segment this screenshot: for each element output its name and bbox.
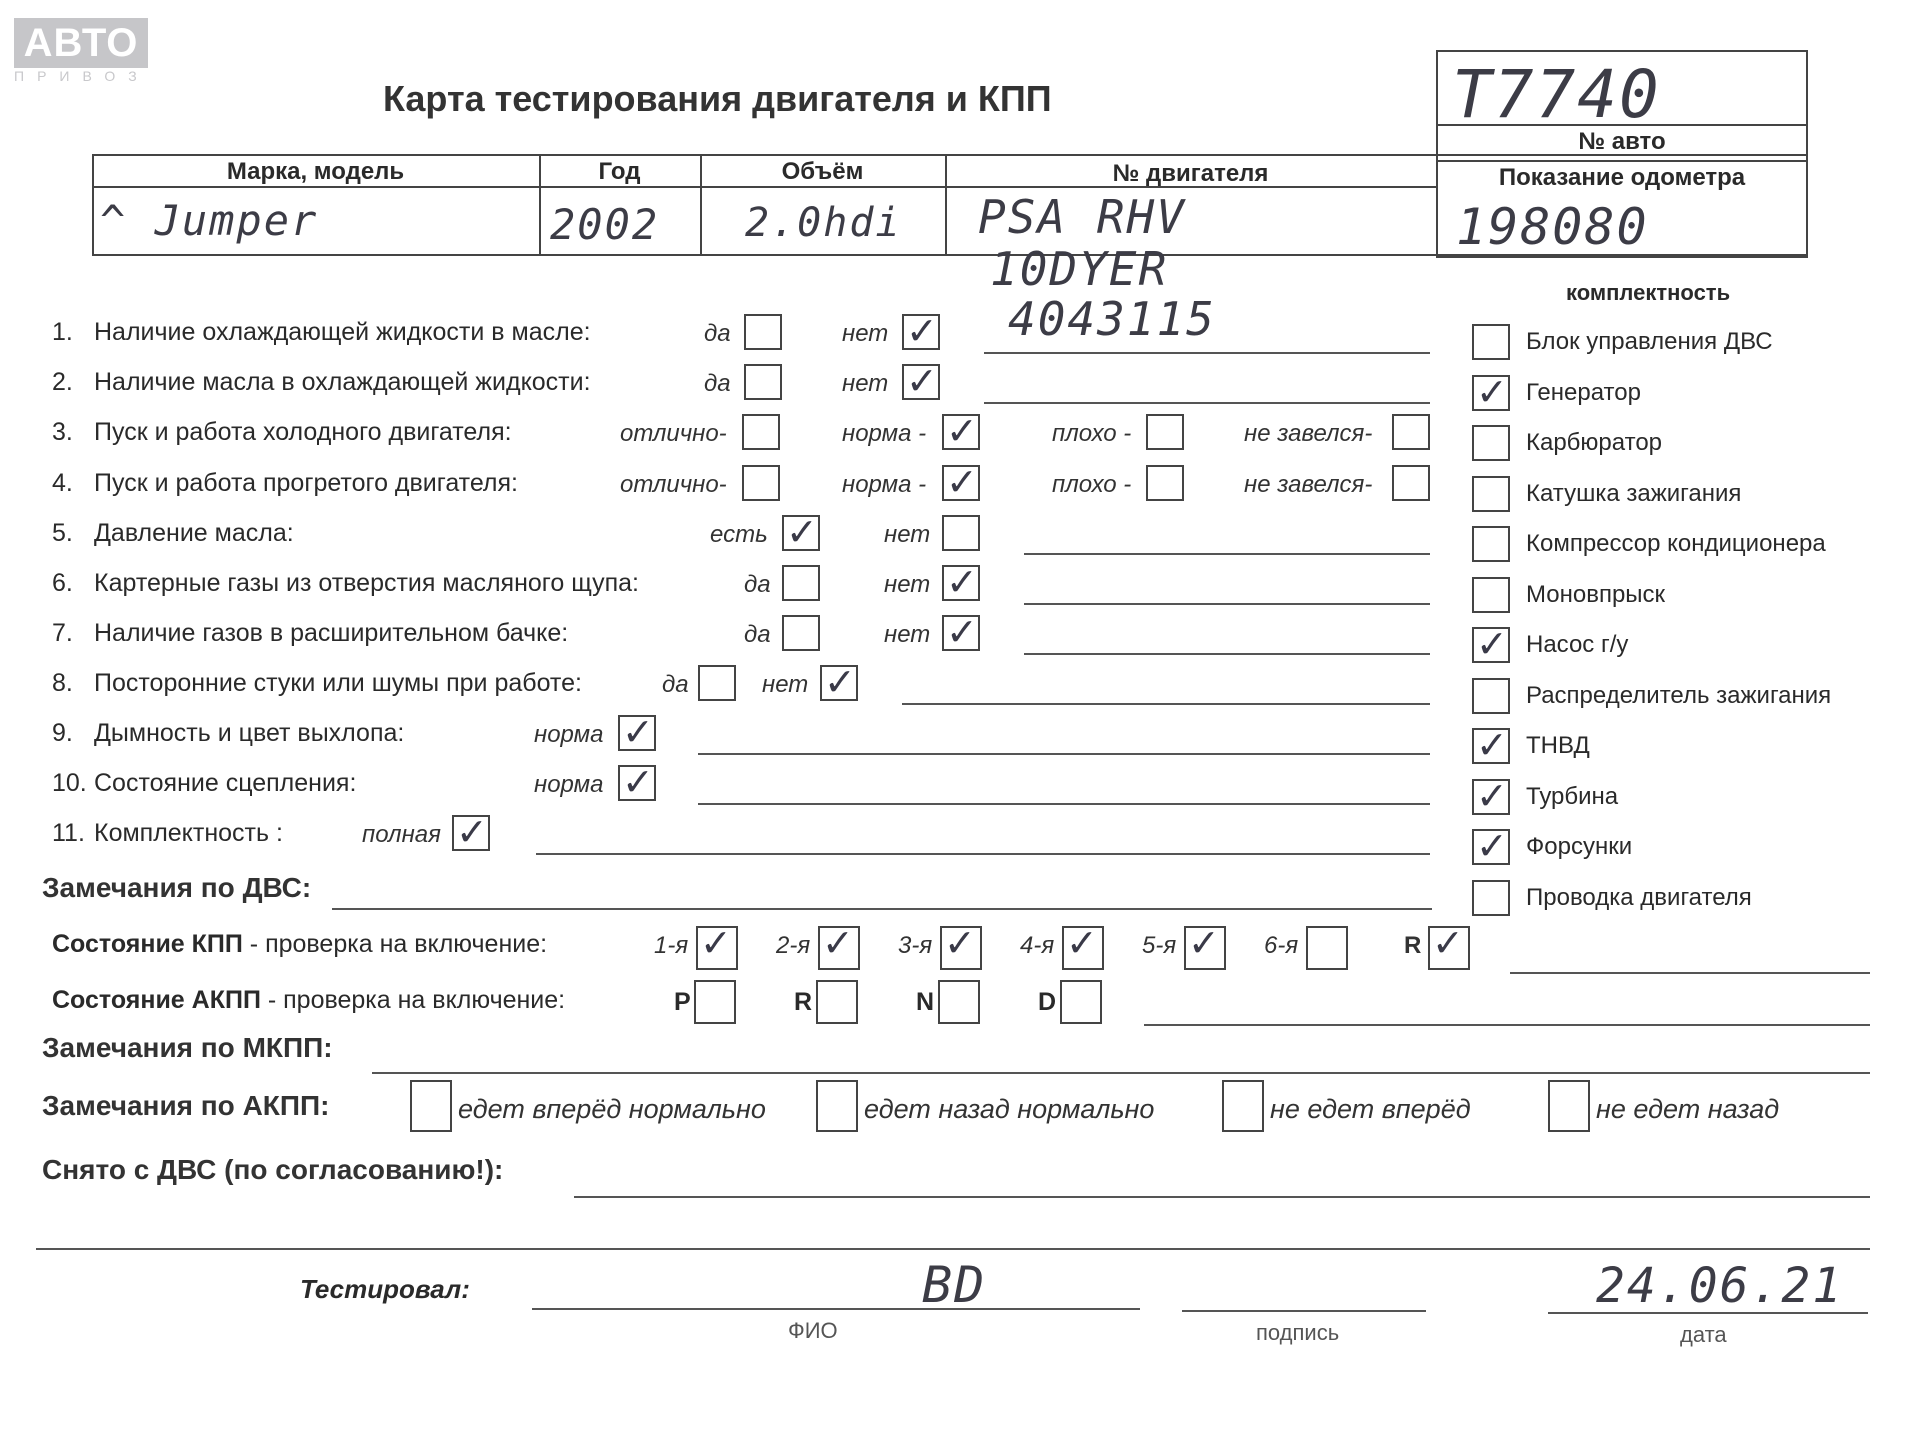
removed-line[interactable] bbox=[574, 1196, 1870, 1198]
option-label: нет bbox=[884, 621, 931, 648]
akpp-mode-checkbox[interactable] bbox=[816, 980, 858, 1024]
option-label: да bbox=[744, 571, 771, 598]
option-label: да bbox=[704, 320, 731, 347]
kit-checkbox[interactable] bbox=[1472, 829, 1510, 865]
option-checkbox[interactable] bbox=[902, 314, 940, 350]
option-checkbox[interactable] bbox=[742, 465, 780, 501]
option-checkbox[interactable] bbox=[1146, 414, 1184, 450]
remarks-dvs-label: Замечания по ДВС: bbox=[42, 872, 312, 903]
kit-item-label: Моновпрыск bbox=[1526, 580, 1666, 608]
option-label: норма - bbox=[842, 420, 927, 447]
fio-caption: ФИО bbox=[788, 1318, 838, 1343]
kit-item-label: Катушка зажигания bbox=[1526, 479, 1742, 507]
kit-checkbox[interactable] bbox=[1472, 728, 1510, 764]
option-label: отлично- bbox=[620, 420, 727, 447]
option-label: нет bbox=[842, 370, 889, 397]
option-checkbox[interactable] bbox=[1392, 465, 1430, 501]
kit-checkbox[interactable] bbox=[1472, 577, 1510, 613]
vehicle-number: T7740 bbox=[1452, 56, 1661, 133]
option-checkbox[interactable] bbox=[698, 665, 736, 701]
date-caption: дата bbox=[1680, 1322, 1727, 1347]
akpp-remark-label: едет назад нормально bbox=[864, 1094, 1155, 1124]
option-label: нет bbox=[884, 571, 931, 598]
akpp-mode-checkbox[interactable] bbox=[694, 980, 736, 1024]
kit-item-label: Компрессор кондиционера bbox=[1526, 530, 1826, 557]
remarks-mkpp-label: Замечания по МКПП: bbox=[42, 1032, 333, 1063]
option-label: полная bbox=[362, 821, 441, 848]
row-number: 8. bbox=[52, 669, 73, 697]
kit-checkbox[interactable] bbox=[1472, 476, 1510, 512]
odometer-value: 198080 bbox=[1456, 198, 1649, 256]
option-label: нет bbox=[884, 521, 931, 548]
gear-label: 5-я bbox=[1142, 932, 1177, 959]
option-checkbox[interactable] bbox=[742, 414, 780, 450]
kit-item-label: ТНВД bbox=[1526, 732, 1590, 759]
kit-checkbox[interactable] bbox=[1472, 678, 1510, 714]
row-question: Картерные газы из отверстия масляного щупа: bbox=[94, 569, 639, 597]
year-header: Год bbox=[598, 158, 641, 185]
kit-item-label: Карбюратор bbox=[1526, 429, 1663, 456]
option-checkbox[interactable] bbox=[782, 615, 820, 651]
akpp-remark-label: не едет вперёд bbox=[1270, 1094, 1471, 1124]
akpp-mode-label: N bbox=[916, 988, 935, 1016]
gear-checkbox[interactable] bbox=[1062, 926, 1104, 970]
gear-checkbox[interactable] bbox=[1428, 926, 1470, 970]
option-label: нет bbox=[762, 671, 809, 698]
row-question: Пуск и работа холодного двигателя: bbox=[94, 418, 512, 446]
option-label: плохо - bbox=[1052, 471, 1132, 498]
row-question: Наличие охлаждающей жидкости в масле: bbox=[94, 318, 591, 346]
akpp-label: Состояние АКПП - проверка на включение: bbox=[52, 986, 566, 1014]
row-notes-line[interactable] bbox=[1024, 553, 1430, 555]
row-question: Дымность и цвет выхлопа: bbox=[94, 719, 405, 747]
remarks-dvs-line[interactable] bbox=[332, 908, 1432, 910]
gear-checkbox[interactable] bbox=[1184, 926, 1226, 970]
kit-item-label: Блок управления ДВС bbox=[1526, 328, 1773, 355]
kit-item-label: Проводка двигателя bbox=[1526, 883, 1752, 911]
option-label: норма bbox=[534, 721, 604, 748]
logo: АВТО bbox=[14, 18, 148, 68]
option-label: да bbox=[744, 621, 771, 648]
gear-checkbox[interactable] bbox=[696, 926, 738, 970]
signature-caption: подпись bbox=[1256, 1320, 1340, 1345]
option-checkbox[interactable] bbox=[902, 364, 940, 400]
year-value: 2002 bbox=[550, 200, 660, 249]
option-checkbox[interactable] bbox=[942, 515, 980, 551]
akpp-remark-checkbox[interactable] bbox=[410, 1080, 452, 1132]
row-notes-line[interactable] bbox=[984, 352, 1430, 354]
row-number: 7. bbox=[52, 619, 73, 647]
row-number: 3. bbox=[52, 418, 73, 446]
make-value: ^ Jumper bbox=[100, 196, 319, 245]
option-checkbox[interactable] bbox=[744, 314, 782, 350]
option-label: не завелся- bbox=[1244, 420, 1373, 447]
kit-checkbox[interactable] bbox=[1472, 425, 1510, 461]
row-number: 1. bbox=[52, 318, 73, 346]
kit-item-label: Распределитель зажигания bbox=[1526, 681, 1832, 709]
gear-checkbox[interactable] bbox=[1306, 926, 1348, 970]
gear-label: R bbox=[1404, 932, 1422, 959]
option-label: нет bbox=[842, 320, 889, 347]
option-checkbox[interactable] bbox=[452, 815, 490, 851]
kit-checkbox[interactable] bbox=[1472, 526, 1510, 562]
kpp-line[interactable] bbox=[1510, 972, 1870, 974]
akpp-remark-checkbox[interactable] bbox=[816, 1080, 858, 1132]
page-title: Карта тестирования двигателя и КПП bbox=[383, 78, 1052, 119]
make-header: Марка, модель bbox=[226, 158, 405, 185]
volume-value: 2.0hdi bbox=[745, 200, 902, 246]
gear-label: 2-я bbox=[776, 932, 811, 959]
kit-item-label: Турбина bbox=[1526, 782, 1619, 810]
row-number: 2. bbox=[52, 368, 73, 396]
option-label: не завелся- bbox=[1244, 471, 1373, 498]
remarks-mkpp-line[interactable] bbox=[372, 1072, 1870, 1074]
akpp-remark-label: не едет назад bbox=[1596, 1094, 1780, 1124]
engine-value-line1: PSA RHV bbox=[978, 190, 1186, 244]
kit-item-label: Генератор bbox=[1526, 378, 1641, 406]
fio-line[interactable] bbox=[532, 1308, 1140, 1310]
row-number: 9. bbox=[52, 719, 73, 747]
row-notes-line[interactable] bbox=[698, 803, 1430, 805]
akpp-mode-checkbox[interactable] bbox=[1060, 980, 1102, 1024]
option-checkbox[interactable] bbox=[1146, 465, 1184, 501]
row-question: Комплектность : bbox=[94, 819, 283, 847]
akpp-remark-checkbox[interactable] bbox=[1548, 1080, 1590, 1132]
option-checkbox[interactable] bbox=[782, 515, 820, 551]
gear-label: 1-я bbox=[654, 932, 689, 959]
option-label: да bbox=[704, 370, 731, 397]
option-checkbox[interactable] bbox=[942, 414, 980, 450]
gear-checkbox[interactable] bbox=[818, 926, 860, 970]
row-question: Наличие масла в охлаждающей жидкости: bbox=[94, 368, 591, 396]
engine-value-line2: 10DYER bbox=[990, 242, 1169, 296]
gear-checkbox[interactable] bbox=[940, 926, 982, 970]
gear-label: 6-я bbox=[1264, 932, 1299, 959]
kpp-label: Состояние КПП - проверка на включение: bbox=[52, 930, 548, 958]
row-question: Наличие газов в расширительном бачке: bbox=[94, 619, 569, 647]
tester-initials: BD bbox=[922, 1256, 987, 1314]
option-label: да bbox=[662, 671, 689, 698]
row-number: 11. bbox=[52, 819, 85, 847]
row-question: Пуск и работа прогретого двигателя: bbox=[94, 469, 518, 497]
option-checkbox[interactable] bbox=[942, 615, 980, 651]
akpp-remark-label: едет вперёд нормально bbox=[458, 1094, 766, 1124]
odometer-header: Показание одометра bbox=[1498, 164, 1746, 191]
engine-header: № двигателя bbox=[1112, 160, 1269, 187]
kit-item-label: Насос г/у bbox=[1526, 631, 1629, 658]
row-number: 10. bbox=[52, 769, 87, 797]
row-question: Посторонние стуки или шумы при работе: bbox=[94, 669, 582, 697]
option-checkbox[interactable] bbox=[942, 465, 980, 501]
kit-checkbox[interactable] bbox=[1472, 324, 1510, 360]
akpp-line[interactable] bbox=[1144, 1024, 1870, 1026]
kit-item-label: Форсунки bbox=[1526, 833, 1633, 860]
row-notes-line[interactable] bbox=[984, 402, 1430, 404]
kit-title: комплектность bbox=[1566, 280, 1731, 305]
row-number: 5. bbox=[52, 519, 73, 547]
row-notes-line[interactable] bbox=[1024, 653, 1430, 655]
date-value: 24.06.21 bbox=[1596, 1258, 1844, 1314]
row-question: Состояние сцепления: bbox=[94, 769, 357, 797]
row-notes-line[interactable] bbox=[902, 703, 1430, 705]
option-label: отлично- bbox=[620, 471, 727, 498]
volume-header: Объём bbox=[781, 158, 864, 185]
engine-value-line3: 4043115 bbox=[1008, 292, 1216, 346]
divider-line bbox=[36, 1248, 1870, 1250]
tested-by-label: Тестировал: bbox=[300, 1274, 470, 1304]
kit-checkbox[interactable] bbox=[1472, 627, 1510, 663]
remarks-akpp-label: Замечания по АКПП: bbox=[42, 1090, 330, 1121]
row-notes-line[interactable] bbox=[698, 753, 1430, 755]
option-label: норма bbox=[534, 771, 604, 798]
option-checkbox[interactable] bbox=[782, 565, 820, 601]
option-checkbox[interactable] bbox=[942, 565, 980, 601]
option-checkbox[interactable] bbox=[618, 715, 656, 751]
option-checkbox[interactable] bbox=[744, 364, 782, 400]
row-notes-line[interactable] bbox=[1024, 603, 1430, 605]
option-label: есть bbox=[710, 521, 768, 548]
option-checkbox[interactable] bbox=[820, 665, 858, 701]
option-checkbox[interactable] bbox=[618, 765, 656, 801]
row-number: 6. bbox=[52, 569, 73, 597]
akpp-mode-label: D bbox=[1038, 988, 1057, 1016]
option-label: норма - bbox=[842, 471, 927, 498]
logo-subtitle: ПРИВОЗ bbox=[14, 68, 150, 84]
removed-label: Снято с ДВС (по согласованию!): bbox=[42, 1154, 504, 1185]
row-number: 4. bbox=[52, 469, 73, 497]
akpp-mode-label: R bbox=[794, 988, 813, 1016]
kit-checkbox[interactable] bbox=[1472, 880, 1510, 916]
row-question: Давление масла: bbox=[94, 519, 294, 547]
vehicle-number-label: № авто bbox=[1578, 128, 1666, 155]
option-checkbox[interactable] bbox=[1392, 414, 1430, 450]
gear-label: 3-я bbox=[898, 932, 933, 959]
option-label: плохо - bbox=[1052, 420, 1132, 447]
akpp-remark-checkbox[interactable] bbox=[1222, 1080, 1264, 1132]
row-notes-line[interactable] bbox=[536, 853, 1430, 855]
kit-checkbox[interactable] bbox=[1472, 779, 1510, 815]
akpp-mode-checkbox[interactable] bbox=[938, 980, 980, 1024]
signature-line[interactable] bbox=[1182, 1310, 1426, 1312]
kit-checkbox[interactable] bbox=[1472, 375, 1510, 411]
akpp-mode-label: P bbox=[674, 988, 691, 1016]
gear-label: 4-я bbox=[1020, 932, 1055, 959]
